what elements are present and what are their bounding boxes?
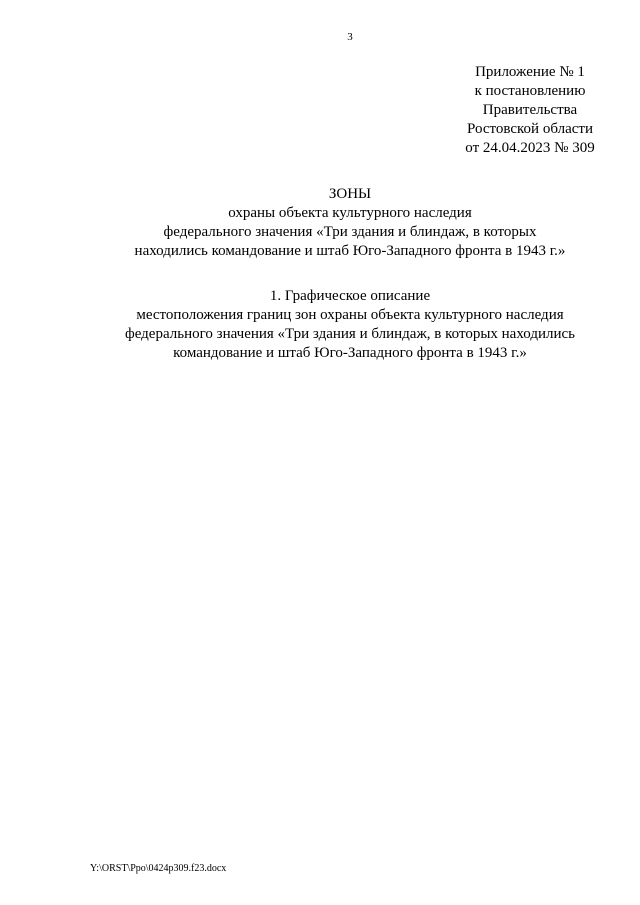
page-number: 3 — [347, 31, 353, 43]
file-path-footer: Y:\ORST\Ppo\0424p309.f23.docx — [90, 863, 227, 874]
appendix-line: от 24.04.2023 № 309 — [465, 140, 595, 156]
title-line: находились командование и штаб Юго-Западного фронта в 1943 г.» — [134, 243, 566, 259]
title-line: охраны объекта культурного наследия — [228, 205, 472, 221]
appendix-line: к постановлению — [474, 83, 586, 99]
appendix-line: Приложение № 1 — [475, 64, 585, 80]
title-line: федерального значения «Три здания и блиндаж, в которых — [163, 224, 537, 240]
appendix-line: Ростовской области — [467, 121, 593, 137]
section-line: федерального значения «Три здания и блиндаж, в которых находились — [125, 326, 575, 342]
section-heading: 1. Графическое описание — [269, 288, 431, 304]
appendix-block — [430, 63, 630, 158]
document-title — [0, 185, 640, 261]
appendix-line: Правительства — [482, 102, 578, 118]
title-heading: ЗОНЫ — [328, 186, 372, 202]
section-line: местоположения границ зон охраны объекта культурного наследия — [136, 307, 564, 323]
section-line: командование и штаб Юго-Западного фронта в 1943 г.» — [173, 345, 527, 361]
section-heading-block — [0, 287, 640, 363]
